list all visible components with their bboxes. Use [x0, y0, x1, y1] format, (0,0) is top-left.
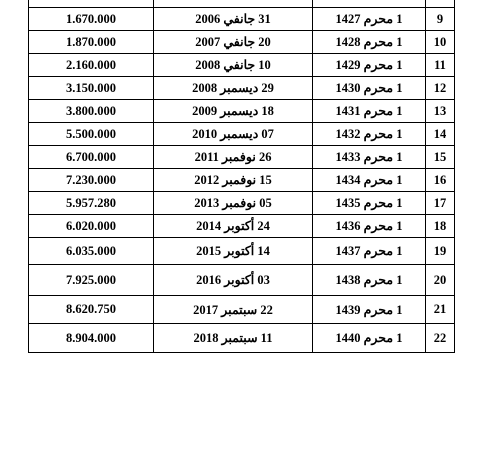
amount-cell: 3.800.000: [29, 100, 154, 123]
gregorian-date-cell: 18 ديسمبر 2009: [154, 100, 313, 123]
row-number-cell: 19: [426, 238, 455, 265]
cell-empty: [426, 0, 455, 8]
table-body: [29, 0, 455, 353]
amount-cell: 1.670.000: [29, 8, 154, 31]
cell-empty: [29, 0, 154, 8]
row-number-cell: 14: [426, 123, 455, 146]
hijri-date-cell: 1 محرم 1430: [313, 77, 426, 100]
hijri-date-cell: 1 محرم 1438: [313, 265, 426, 296]
hijri-date-cell: 1 محرم 1435: [313, 192, 426, 215]
gregorian-date-cell: 05 نوفمبر 2013: [154, 192, 313, 215]
row-number-cell: 21: [426, 296, 455, 324]
row-number-cell: 10: [426, 31, 455, 54]
table-row: [29, 54, 455, 77]
amount-cell: 6.020.000: [29, 215, 154, 238]
amount-cell: 7.230.000: [29, 169, 154, 192]
gregorian-date-cell: 20 جانفي 2007: [154, 31, 313, 54]
table-row: [29, 77, 455, 100]
hijri-date-cell: 1 محرم 1434: [313, 169, 426, 192]
amount-cell: 7.925.000: [29, 265, 154, 296]
row-number-cell: 18: [426, 215, 455, 238]
table-row: [29, 192, 455, 215]
amount-cell: 5.500.000: [29, 123, 154, 146]
row-number-cell: 12: [426, 77, 455, 100]
row-number-cell: 16: [426, 169, 455, 192]
row-number-cell: 20: [426, 265, 455, 296]
hijri-date-cell: 1 محرم 1440: [313, 324, 426, 353]
row-number-cell: 17: [426, 192, 455, 215]
table-row: [29, 146, 455, 169]
cell-empty: [154, 0, 313, 8]
hijri-date-cell: 1 محرم 1436: [313, 215, 426, 238]
table-row: [29, 8, 455, 31]
cell-empty: [313, 0, 426, 8]
table-row-partial-top: [29, 0, 455, 8]
hijri-date-cell: 1 محرم 1439: [313, 296, 426, 324]
hijri-date-cell: 1 محرم 1431: [313, 100, 426, 123]
gregorian-date-cell: 10 جانفي 2008: [154, 54, 313, 77]
amount-cell: 5.957.280: [29, 192, 154, 215]
gregorian-date-cell: 14 أكتوبر 2015: [154, 238, 313, 265]
hijri-date-cell: 1 محرم 1427: [313, 8, 426, 31]
table-row: [29, 31, 455, 54]
table-row: [29, 123, 455, 146]
row-number-cell: 15: [426, 146, 455, 169]
table-row: [29, 100, 455, 123]
gregorian-date-cell: 03 أكتوبر 2016: [154, 265, 313, 296]
gregorian-date-cell: 24 أكتوبر 2014: [154, 215, 313, 238]
gregorian-date-cell: 29 ديسمبر 2008: [154, 77, 313, 100]
hijri-date-cell: 1 محرم 1433: [313, 146, 426, 169]
gregorian-date-cell: 22 سبتمبر 2017: [154, 296, 313, 324]
table-row: [29, 215, 455, 238]
amount-cell: 2.160.000: [29, 54, 154, 77]
hijri-date-cell: 1 محرم 1429: [313, 54, 426, 77]
hijri-date-cell: 1 محرم 1432: [313, 123, 426, 146]
amount-cell: 8.904.000: [29, 324, 154, 353]
hijri-date-cell: 1 محرم 1437: [313, 238, 426, 265]
amount-cell: 3.150.000: [29, 77, 154, 100]
amount-cell: 8.620.750: [29, 296, 154, 324]
gregorian-date-cell: 07 ديسمبر 2010: [154, 123, 313, 146]
data-table-container: [28, 0, 450, 353]
gregorian-date-cell: 26 نوفمبر 2011: [154, 146, 313, 169]
hijri-date-cell: 1 محرم 1428: [313, 31, 426, 54]
table-row: [29, 169, 455, 192]
row-number-cell: 9: [426, 8, 455, 31]
table-row: [29, 265, 455, 296]
table-row: [29, 324, 455, 353]
table-row: [29, 238, 455, 265]
row-number-cell: 11: [426, 54, 455, 77]
row-number-cell: 22: [426, 324, 455, 353]
data-table: [28, 0, 455, 353]
amount-cell: 6.700.000: [29, 146, 154, 169]
table-row: [29, 296, 455, 324]
gregorian-date-cell: 11 سبتمبر 2018: [154, 324, 313, 353]
gregorian-date-cell: 15 نوفمبر 2012: [154, 169, 313, 192]
gregorian-date-cell: 31 جانفي 2006: [154, 8, 313, 31]
row-number-cell: 13: [426, 100, 455, 123]
amount-cell: 1.870.000: [29, 31, 154, 54]
amount-cell: 6.035.000: [29, 238, 154, 265]
